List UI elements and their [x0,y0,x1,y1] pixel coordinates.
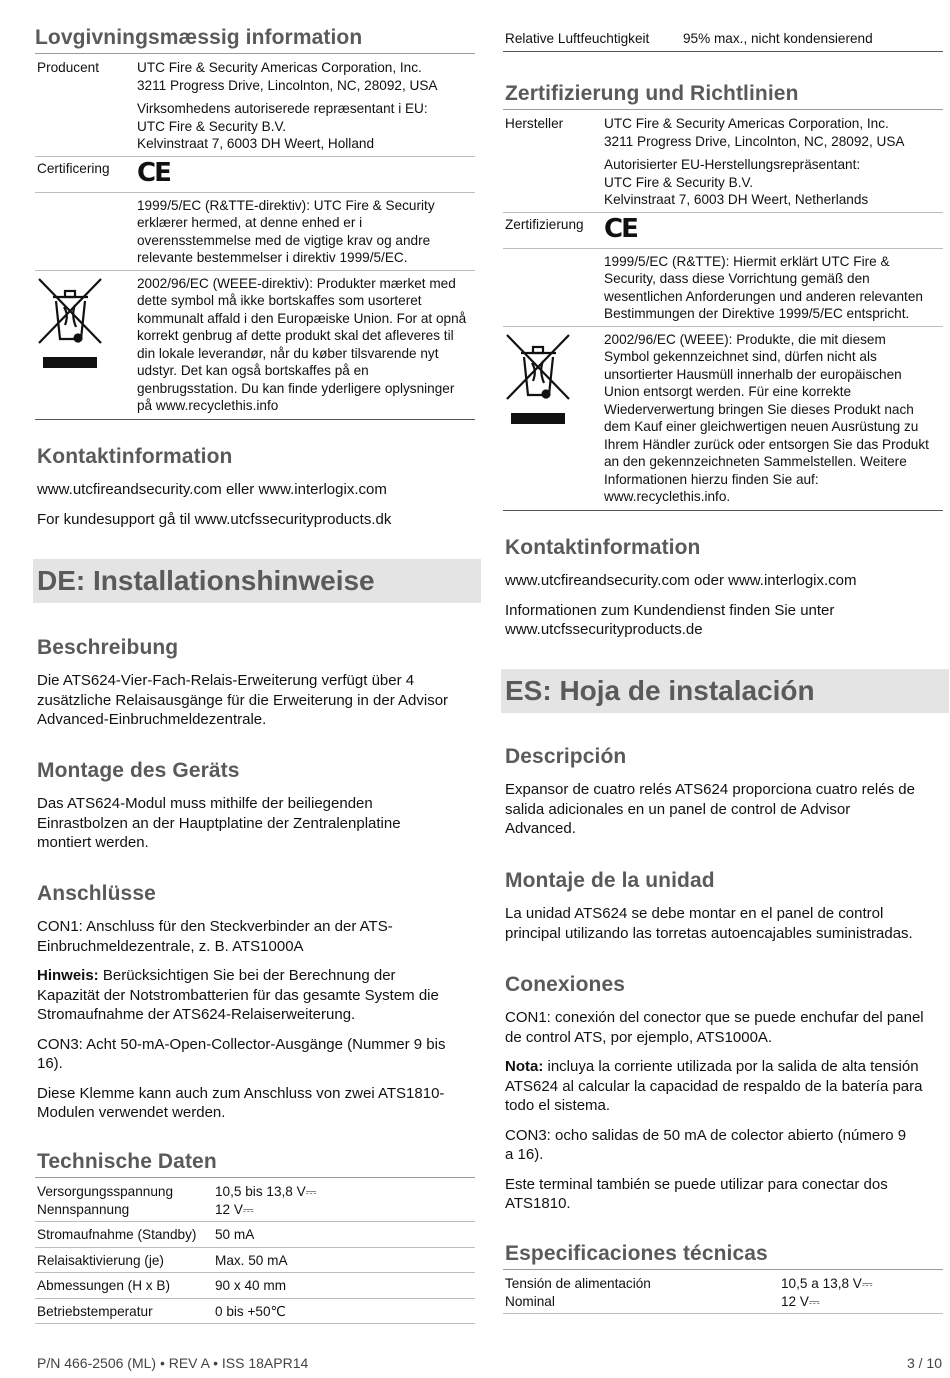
text-line: 3211 Progress Drive, Lincolnton, NC, 28092, USA [604,133,905,149]
text-line: 2002/96/EC (WEEE): Produkte, die mit diesem [604,331,886,347]
montage-text [37,794,477,853]
text-line: 3211 Progress Drive, Lincolnton, NC, 28092, USA [137,77,438,93]
producent-value [137,54,475,156]
table-row [35,54,475,156]
text-line: relevante bestemmelser i direktiv 1999/5/EC. [137,250,408,265]
section-title-tech: Technische Daten [35,1150,475,1178]
weee-bin-icon [35,270,137,419]
text-line: Autorisierter EU-Herstellungsrepräsentant: [604,157,861,172]
text-line: på www.recyclethis.info [137,398,279,413]
certificering-label: Certificering [35,156,137,192]
section-title-spec: Especificaciones técnicas [503,1242,943,1270]
section-title-legal-de: Zertifizierung und Richtlinien [503,82,943,110]
text-line: Das ATS624-Modul muss mithilfe der beiliegenden [37,795,373,812]
text-line: Tensión de alimentación [505,1276,651,1291]
descripcion-section [505,745,945,849]
text-line: principal utilizando las torretas autoencajables suministradas. [505,924,913,942]
table-cell-key: Relaisaktivierung (je) [35,1247,215,1273]
text-line: 12 V⎓ [215,1201,254,1217]
section-title-montaje: Montaje de la unidad [505,869,715,892]
text-line: UTC Fire & Security B.V. [137,118,287,134]
text-line: dette symbol må ikke bortskaffes som usorteret [137,293,422,308]
table-cell-key: Stromaufnahme (Standby) [35,1222,215,1248]
text-line: unsortierter Hausmüll innerhalb der europäischen [604,366,902,382]
chapter-title-es: ES: Hoja de instalación [501,669,949,713]
text-line: todo el sistema. [505,1097,611,1114]
rtte-text [604,248,943,326]
tech-table [35,1178,475,1324]
text-line: overensstemmelse med de vigtige krav og andre [137,232,431,248]
section-title-descripcion: Descripción [505,745,627,768]
text-line: Einrastbolzen an der Hauptplatine der Zentralenplatine [37,814,401,832]
text-line: montiert werden. [37,834,149,851]
anschluesse-section [37,882,477,1133]
conexiones-section [505,973,945,1224]
text-line: de control ATS, por ejemplo, ATS1000A. [505,1028,773,1046]
table-cell-key: Betriebstemperatur [35,1298,215,1324]
text-line: an den gekennzeichneten Sammelstellen. Weitere [604,454,907,469]
text-line: 2002/96/EC (WEEE-direktiv): Produkter mærket med [137,275,456,291]
con3-text-de [37,1035,477,1074]
text-line: Informationen hierzu finden Sie auf: [604,471,819,487]
table-cell-key [35,1178,215,1222]
contact-support-de [505,601,945,640]
text-line: CON1: conexión del conector que se puede enchufar del panel [505,1009,924,1026]
table-cell-value: 90 x 40 mm [215,1273,475,1299]
montage-section [37,759,477,863]
table-cell-key [503,1270,781,1314]
contact-web-de: www.utcfireandsecurity.com oder www.interlogix.com [505,572,857,589]
section-title-montage: Montage des Geräts [37,759,240,782]
text-line: Informationen zum Kundendienst finden Sie unter [505,601,835,619]
table-row [35,156,475,192]
text-line: Einbruchmeldezentrale, z. B. ATS1000A [37,937,304,955]
footer-part-number: P/N 466-2506 (ML) • REV A • ISS 18APR14 [37,1355,309,1371]
hersteller-label: Hersteller [503,110,604,212]
con1-text-de [37,917,477,956]
text-line: Versorgungsspannung [37,1184,174,1199]
text-line: 1999/5/EC (R&TTE-direktiv): UTC Fire & Security [137,197,435,213]
text-line: Security, dass diese Vorrichtung gemäß den [604,271,870,286]
ce-mark-icon: CE [604,213,637,244]
text-line: 1999/5/EC (R&TTE): Hiermit erklärt UTC Fire & [604,253,890,269]
table-cell-key: Relative Luftfeuchtigkeit [503,28,683,51]
text-line: incluya la corriente utilizada por la salida de alta tensión [543,1058,919,1075]
text-line: ATS1810. [505,1195,571,1212]
tech-section [35,1150,475,1324]
text-line: Wiederverwertung bringen Sie dieses Produkt nach [604,401,914,417]
section-title-conexiones: Conexiones [505,973,626,996]
section-title-contact-de: Kontaktinformation [505,536,701,559]
contact-web-da: www.utcfireandsecurity.com eller www.interlogix.com [37,481,387,498]
text-line: Advanced-Einbruchmeldezentrale. [37,711,267,728]
text-line: erklærer hermed, at denne enhed er i [137,215,363,230]
text-line: Expansor de cuatro relés ATS624 proporciona cuatro relés de [505,781,915,798]
table-row [503,1270,943,1314]
table-row [503,110,943,212]
text-line: Berücksichtigen Sie bei der Berechnung der [98,967,396,984]
text-line: Bestimmungen der Direktive 1999/5/EC entspricht. [604,306,910,321]
contact-support-da: For kundesupport gå til www.utcfssecurityproducts.dk [37,510,392,528]
table-row [35,1247,475,1273]
legal-section-da [35,26,475,420]
text-line: Virksomhedens autoriserede repræsentant i EU: [137,101,428,116]
table-cell-value: 0 bis +50℃ [215,1298,475,1324]
weee-text [137,270,475,419]
text-line: www.recyclethis.info. [604,489,731,504]
zertifizierung-label: Zertifizierung [503,212,604,248]
text-line: Symbol gekennzeichnet sind, dürfen nicht als [604,349,877,364]
table-row [503,212,943,248]
con3-text-es [505,1126,945,1165]
nota-label: Nota: [505,1058,544,1075]
spec-table [503,1270,943,1314]
text-line: zusätzliche Relaisausgänge für die Erweiterung in der Advisor [37,691,449,709]
ce-mark-cell [604,212,943,248]
text-line: UTC Fire & Security B.V. [604,174,754,190]
text-line: www.utcfssecurityproducts.de [505,621,703,638]
terminal-text [505,1175,945,1214]
text-line: Kelvinstraat 7, 6003 DH Weert, Netherlands [604,192,869,207]
table-row [35,192,475,270]
rtte-text [137,192,475,270]
ce-mark-cell [137,156,475,192]
section-title-contact-da: Kontaktinformation [37,445,233,468]
weee-bin-icon [503,326,604,510]
text-line: korrekt genbrug af dette produkt skal det afleveres til [137,328,454,343]
descripcion-text [505,780,945,839]
text-line: CON3: Acht 50-mA-Open-Collector-Ausgänge (Nummer 9 bis [37,1035,446,1053]
table-row [35,1298,475,1324]
text-line: 10,5 bis 13,8 V⎓ [215,1184,317,1199]
table-cell-value: Max. 50 mA [215,1247,475,1273]
text-line: udstyr. Det kan også bortskaffes på en [137,363,369,378]
contact-section-de [505,536,945,650]
table-row [35,1222,475,1248]
section-title-anschluesse: Anschlüsse [37,882,156,905]
spec-section [503,1242,943,1314]
text-line: Ihrem Händler zurück oder entsorgen Sie das Produkt [604,436,929,452]
text-line: 16). [37,1055,63,1072]
text-line: ATS624 al calcular la capacidad de respaldo de la batería para [505,1077,923,1095]
table-row [503,28,943,51]
producent-label: Producent [35,54,137,156]
text-line: UTC Fire & Security Americas Corporation, Inc. [604,116,889,131]
con1-text-es [505,1008,945,1047]
text-line: Kapazität der Notstrombatterien für das gesamte System die [37,986,439,1004]
text-line: Nominal [505,1293,555,1309]
footer-page-number: 3 / 10 [906,1355,942,1371]
text-line: La unidad ATS624 se debe montar en el panel de control [505,905,884,922]
klemme-text [37,1084,477,1123]
legal-table-de [503,110,943,511]
text-line: din lokale leverandør, når du køber tilsvarende nyt [137,345,439,361]
text-line: Este terminal también se puede utilizar para conectar dos [505,1175,888,1193]
text-line: Advanced. [505,820,576,837]
text-line: CON3: ocho salidas de 50 mA de colector abierto (número 9 [505,1126,907,1144]
table-row [503,248,943,326]
table-cell-value [215,1178,475,1222]
text-line: 10,5 a 13,8 V⎓ [781,1276,873,1291]
text-line: dem Kauf einer gleichwertigen neuen Ausrüstung zu [604,419,919,434]
table-cell-value [781,1270,943,1314]
section-title-legal-da: Lovgivningsmæssig information [35,26,475,54]
chapter-title-de: DE: Installationshinweise [33,559,481,603]
weee-text [604,326,943,510]
text-line: Die ATS624-Vier-Fach-Relais-Erweiterung verfügt über 4 [37,672,415,689]
text-line: wesentlichen Anforderungen und anderen relevanten [604,288,923,304]
text-line: Union entsorgt werden. Für eine korrekte [604,384,852,399]
montaje-text [505,904,945,943]
text-line: genbrugsstation. Du kan finde yderligere oplysninger [137,380,455,396]
text-line: 12 V⎓ [781,1293,820,1309]
hersteller-value [604,110,943,212]
text-line: kommunalt affald i den Europæiske Union. For at opnå [137,310,467,326]
table-row [35,1178,475,1222]
humidity-table [503,28,943,52]
text-line: Kelvinstraat 7, 6003 DH Weert, Holland [137,136,375,151]
table-cell-value: 50 mA [215,1222,475,1248]
text-line: Modulen verwendet werden. [37,1104,226,1121]
section-title-beschreibung: Beschreibung [37,636,179,659]
legal-table-da [35,54,475,420]
text-line: salida adicionales en un panel de control de Advisor [505,800,851,818]
hinweis-text [37,966,477,1025]
text-line: CON1: Anschluss für den Steckverbinder an der ATS- [37,918,393,935]
table-row [35,270,475,419]
text-line: Stromaufnahme der ATS624-Relaiserweiterung. [37,1006,356,1023]
ce-mark-icon: CE [137,157,170,188]
contact-section-da [37,445,477,539]
beschreibung-section [37,636,477,740]
table-cell-key: Abmessungen (H x B) [35,1273,215,1299]
table-row [503,326,943,510]
beschreibung-text [37,671,477,730]
hinweis-label: Hinweis: [37,967,99,984]
nota-text [505,1057,945,1116]
table-cell-value: 95% max., nicht kondensierend [683,28,943,51]
text-line: Nennspannung [37,1201,130,1217]
text-line: Diese Klemme kann auch zum Anschluss von zwei ATS1810- [37,1084,445,1102]
text-line: a 16). [505,1146,544,1163]
legal-section-de [503,82,943,511]
text-line: UTC Fire & Security Americas Corporation, Inc. [137,60,422,75]
montaje-section [505,869,945,953]
table-row [35,1273,475,1299]
